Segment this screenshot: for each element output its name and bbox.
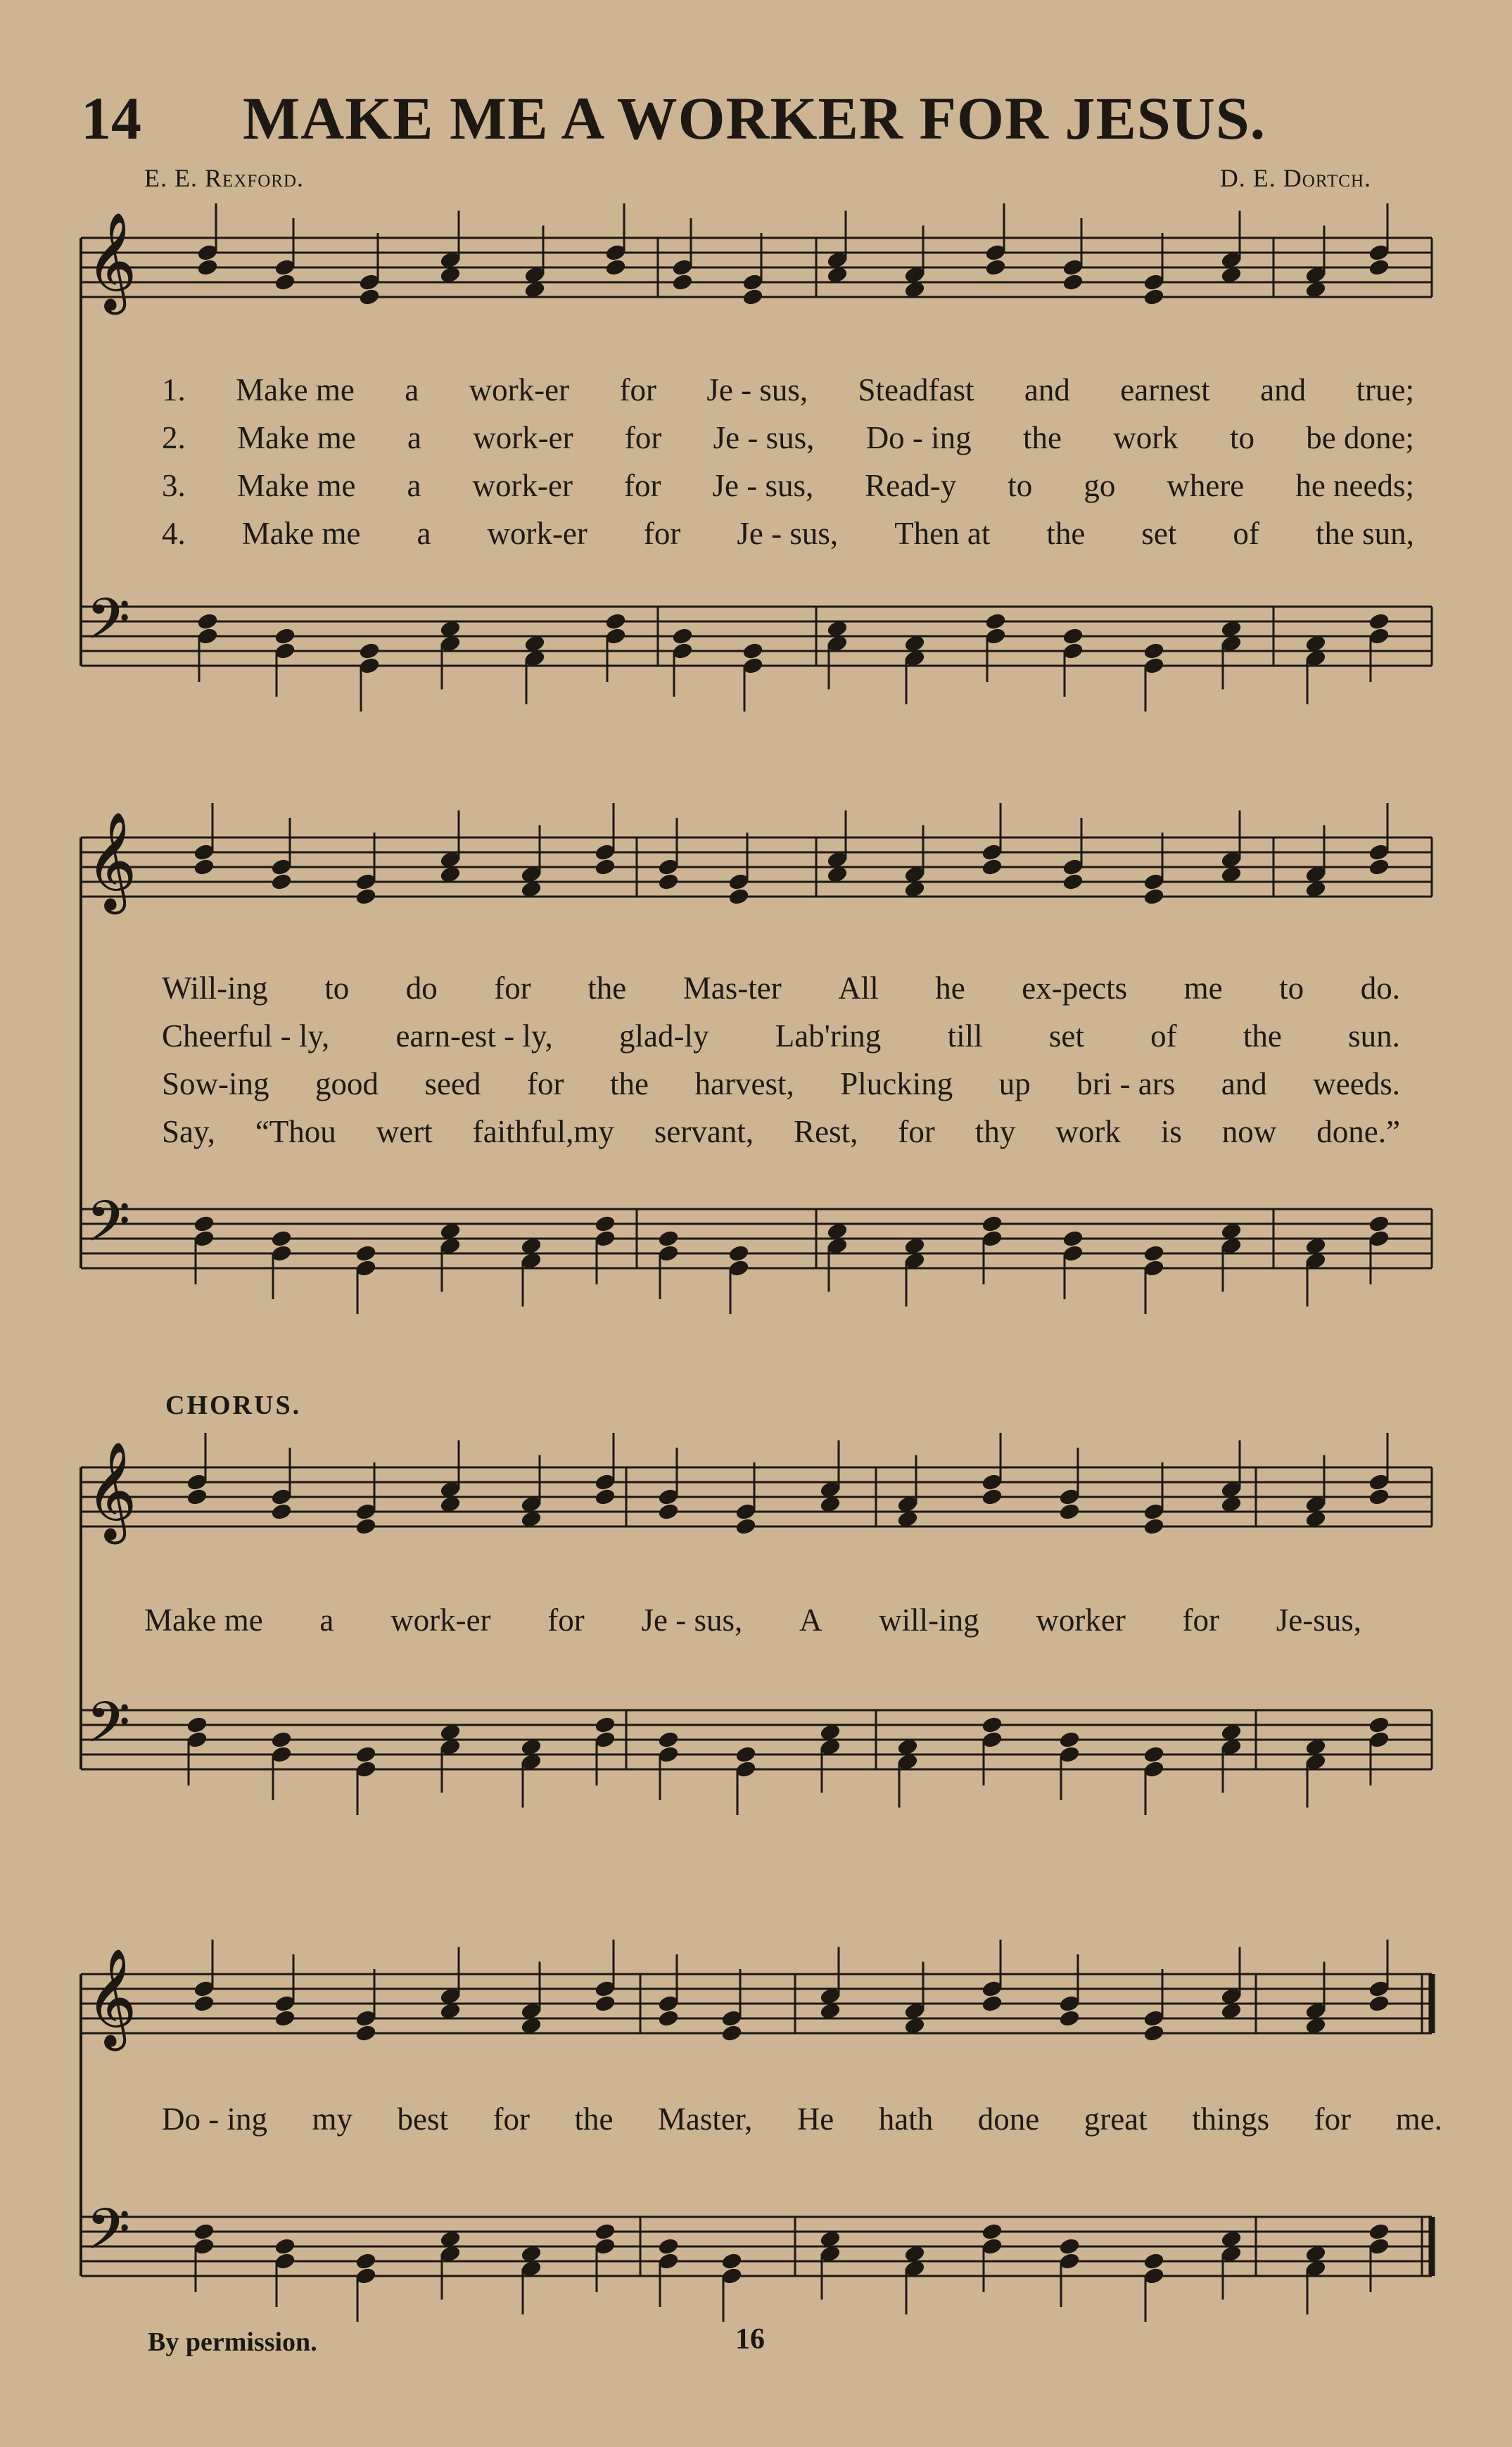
lyric-word: things bbox=[1192, 2101, 1270, 2137]
note-head bbox=[186, 1716, 208, 1734]
lyric-word: He bbox=[796, 2101, 834, 2137]
lyric-word: Then at bbox=[894, 516, 991, 551]
lyric-word: Mas-ter bbox=[682, 970, 782, 1006]
lyric-word: for bbox=[643, 516, 681, 551]
lyric-word: earnest bbox=[1120, 372, 1210, 407]
note-head bbox=[271, 1229, 293, 1248]
note-head bbox=[1062, 1229, 1084, 1248]
lyric-word: the bbox=[1046, 516, 1086, 551]
lyric-word: is bbox=[1160, 1114, 1182, 1149]
note-head bbox=[1368, 612, 1390, 631]
lyric-word: Will-ing bbox=[162, 970, 268, 1006]
lyric-word: Make me bbox=[236, 372, 355, 407]
lyric-word: Make me bbox=[237, 420, 356, 455]
verse-2-line-2 bbox=[162, 1018, 1400, 1054]
lyric-word: to bbox=[1229, 420, 1254, 455]
chorus-label: CHORUS. bbox=[165, 1391, 302, 1420]
note-head bbox=[672, 627, 694, 645]
treble-clef-icon: 𝄞 bbox=[87, 1949, 136, 2047]
lyric-word: glad-ly bbox=[619, 1018, 709, 1054]
note-head bbox=[981, 2222, 1003, 2241]
note-head bbox=[186, 1488, 208, 1506]
note-head bbox=[985, 612, 1007, 631]
lyric-word: A bbox=[799, 1602, 822, 1638]
lyric-word: Rest, bbox=[794, 1114, 858, 1149]
note-head bbox=[193, 858, 215, 876]
bass-clef-icon: 𝄢 bbox=[87, 1690, 130, 1769]
verse-number: 3. bbox=[162, 468, 186, 503]
note-head bbox=[1143, 642, 1165, 660]
lyric-word: faithful,my bbox=[472, 1114, 614, 1149]
note-head bbox=[1143, 1244, 1165, 1263]
lyric-word: thy bbox=[974, 1114, 1016, 1149]
note-head bbox=[742, 288, 764, 306]
lyric-word: a bbox=[407, 468, 421, 503]
lyric-word: Plucking bbox=[840, 1066, 953, 1101]
lyric-word: Je - sus, bbox=[712, 468, 814, 503]
lyric-word: a bbox=[319, 1602, 334, 1638]
note-head bbox=[735, 1745, 757, 1764]
note-head bbox=[721, 2252, 743, 2270]
note-head bbox=[658, 2237, 680, 2256]
lyric-word: Read-y bbox=[865, 468, 957, 503]
lyric-word: Steadfast bbox=[858, 372, 974, 407]
lyric-word: and bbox=[1024, 372, 1070, 407]
note-head bbox=[1368, 1488, 1390, 1506]
note-head bbox=[735, 1517, 757, 1536]
note-head bbox=[359, 642, 381, 660]
lyric-word: hath bbox=[878, 2101, 934, 2137]
verse-2-line-1 bbox=[162, 419, 1414, 456]
lyric-word: now bbox=[1221, 1114, 1277, 1149]
lyric-word: of bbox=[1150, 1018, 1177, 1054]
note-head bbox=[355, 1745, 377, 1764]
note-head bbox=[595, 1215, 616, 1233]
hymn-title: MAKE ME A WORKER FOR JESUS. bbox=[243, 84, 1266, 152]
lyric-word: a bbox=[405, 372, 419, 407]
lyric-word: done.” bbox=[1316, 1114, 1400, 1149]
note-head bbox=[728, 887, 750, 906]
note-head bbox=[595, 2222, 616, 2241]
note-head bbox=[658, 1731, 680, 1749]
lyric-word: the bbox=[1243, 1018, 1282, 1054]
lyric-word: and bbox=[1221, 1066, 1267, 1101]
permission-note: By permission. bbox=[148, 2327, 317, 2357]
lyric-word: seed bbox=[424, 1066, 481, 1101]
note-head bbox=[605, 258, 627, 277]
note-head bbox=[1368, 1215, 1390, 1233]
lyric-word: Je - sus, bbox=[641, 1602, 743, 1638]
treble-clef-icon: 𝄞 bbox=[87, 1442, 136, 1540]
lyric-word: be done; bbox=[1306, 420, 1414, 455]
lyric-word: for bbox=[494, 970, 531, 1006]
lyric-word: to bbox=[324, 970, 350, 1006]
lyric-word: for bbox=[527, 1066, 564, 1101]
verse-3-line-2 bbox=[162, 1066, 1400, 1102]
lyric-word: the bbox=[587, 970, 627, 1006]
lyric-word: for bbox=[1182, 1602, 1220, 1638]
lyric-word: Make me bbox=[144, 1602, 263, 1638]
verse-number: 2. bbox=[162, 420, 186, 455]
note-head bbox=[595, 858, 616, 876]
lyric-word: work-er bbox=[472, 468, 573, 503]
verse-1-line-2 bbox=[162, 970, 1400, 1006]
note-head bbox=[981, 1994, 1003, 2013]
lyric-word: work-er bbox=[469, 372, 570, 407]
verse-number: 4. bbox=[162, 516, 186, 551]
lyric-word: he needs; bbox=[1295, 468, 1414, 503]
note-head bbox=[271, 1503, 293, 1521]
lyric-word: work-er bbox=[473, 420, 573, 455]
lyric-word: for bbox=[1314, 2101, 1352, 2137]
note-head bbox=[595, 1488, 616, 1506]
note-head bbox=[1143, 288, 1165, 306]
note-head bbox=[355, 1244, 377, 1263]
lyric-word: he bbox=[935, 970, 965, 1006]
lyric-word: a bbox=[417, 516, 431, 551]
treble-clef-icon: 𝄞 bbox=[87, 812, 136, 910]
note-head bbox=[274, 627, 296, 645]
bass-clef-icon: 𝄢 bbox=[87, 586, 130, 665]
lyric-word: All bbox=[838, 970, 879, 1006]
note-head bbox=[359, 288, 381, 306]
lyric-word: work-er bbox=[487, 516, 587, 551]
note-head bbox=[742, 642, 764, 660]
lyric-word: for bbox=[493, 2101, 530, 2137]
note-head bbox=[197, 258, 219, 277]
note-head bbox=[1062, 627, 1084, 645]
note-head bbox=[1059, 2009, 1081, 2028]
lyric-word: true; bbox=[1356, 372, 1414, 407]
lyric-word: Master, bbox=[657, 2101, 753, 2137]
hymn-number: 14 bbox=[81, 84, 141, 152]
lyric-word: up bbox=[998, 1066, 1031, 1101]
lyric-word: do. bbox=[1360, 970, 1400, 1006]
note-head bbox=[271, 873, 293, 891]
lyric-word: for bbox=[619, 372, 656, 407]
lyric-word: done bbox=[977, 2101, 1040, 2137]
chorus-line-1 bbox=[144, 1602, 1361, 1638]
chorus-line-2 bbox=[162, 2101, 1442, 2137]
note-head bbox=[274, 273, 296, 291]
lyric-word: where bbox=[1167, 468, 1245, 503]
lyric-word: for bbox=[547, 1602, 585, 1638]
lyric-word: great bbox=[1084, 2101, 1148, 2137]
note-head bbox=[1062, 873, 1084, 891]
note-head bbox=[355, 2252, 377, 2270]
lyric-word: work bbox=[1055, 1114, 1121, 1149]
note-head bbox=[1368, 2222, 1390, 2241]
note-head bbox=[1368, 858, 1390, 876]
note-head bbox=[728, 1244, 750, 1263]
note-head bbox=[1368, 258, 1390, 277]
lyric-word: bri - ars bbox=[1076, 1066, 1176, 1101]
lyric-word: of bbox=[1233, 516, 1259, 551]
note-head bbox=[658, 1229, 680, 1248]
verse-3-line-1 bbox=[162, 467, 1414, 504]
lyric-word: Do - ing bbox=[162, 2101, 267, 2137]
note-head bbox=[193, 2222, 215, 2241]
note-head bbox=[355, 2024, 377, 2042]
note-head bbox=[658, 1503, 680, 1521]
lyric-word: Do - ing bbox=[865, 420, 972, 455]
lyric-word: set bbox=[1141, 516, 1177, 551]
lyric-word: to bbox=[1279, 970, 1304, 1006]
note-head bbox=[985, 258, 1007, 277]
note-head bbox=[672, 273, 694, 291]
note-head bbox=[605, 612, 627, 631]
lyric-word: harvest, bbox=[694, 1066, 794, 1101]
lyric-word: Cheerful - ly, bbox=[162, 1018, 330, 1054]
lyric-word: Je - sus, bbox=[706, 372, 808, 407]
lyric-word: work bbox=[1113, 420, 1179, 455]
note-head bbox=[1143, 2252, 1165, 2270]
lyric-word: earn-est - ly, bbox=[395, 1018, 553, 1054]
note-head bbox=[658, 873, 680, 891]
verse-1-line-1 bbox=[162, 372, 1414, 408]
note-head bbox=[1143, 1517, 1165, 1536]
lyric-word: do bbox=[405, 970, 438, 1006]
lyric-word: sun. bbox=[1348, 1018, 1400, 1054]
verse-4-line-2 bbox=[162, 1113, 1400, 1150]
note-head bbox=[595, 1994, 616, 2013]
verse-number: 1. bbox=[162, 372, 186, 407]
lyric-word: the bbox=[610, 1066, 649, 1101]
verse-4-line-1 bbox=[162, 515, 1414, 552]
lyric-word: ex-pects bbox=[1022, 970, 1128, 1006]
lyric-word: Lab'ring bbox=[775, 1018, 882, 1054]
lyric-word: the bbox=[574, 2101, 614, 2137]
lyric-word: worker bbox=[1036, 1602, 1126, 1638]
lyric-word: my bbox=[312, 2101, 352, 2137]
lyric-word: and bbox=[1260, 372, 1307, 407]
lyric-word: the bbox=[1022, 420, 1062, 455]
note-head bbox=[721, 2024, 743, 2042]
composer-credit: D. E. Dortch. bbox=[1219, 164, 1371, 192]
treble-clef-icon: 𝄞 bbox=[87, 213, 136, 310]
lyric-word: “Thou bbox=[255, 1114, 336, 1149]
lyric-word: set bbox=[1048, 1018, 1084, 1054]
note-head bbox=[1143, 1745, 1165, 1764]
lyric-word: Say, bbox=[162, 1114, 215, 1149]
note-head bbox=[355, 887, 377, 906]
lyric-word: a bbox=[407, 420, 421, 455]
lyric-word: good bbox=[315, 1066, 379, 1101]
note-head bbox=[981, 1488, 1003, 1506]
lyric-word: Je - sus, bbox=[713, 420, 815, 455]
lyric-word: work-er bbox=[390, 1602, 491, 1638]
note-head bbox=[274, 2009, 296, 2028]
note-head bbox=[193, 1215, 215, 1233]
lyric-word: Je-sus, bbox=[1276, 1602, 1361, 1638]
note-head bbox=[1062, 273, 1084, 291]
lyric-word: wert bbox=[376, 1114, 433, 1149]
note-head bbox=[193, 1994, 215, 2013]
lyric-word: servant, bbox=[654, 1114, 754, 1149]
lyric-word: Sow-ing bbox=[162, 1066, 269, 1101]
lyric-word: for bbox=[624, 420, 662, 455]
note-head bbox=[1143, 887, 1165, 906]
bass-clef-icon: 𝄢 bbox=[87, 2196, 130, 2275]
lyric-word: go bbox=[1084, 468, 1116, 503]
lyric-word: Je - sus, bbox=[737, 516, 839, 551]
note-head bbox=[355, 1517, 377, 1536]
note-head bbox=[981, 858, 1003, 876]
lyric-word: Make me bbox=[241, 516, 361, 551]
lyric-word: to bbox=[1008, 468, 1033, 503]
lyric-word: till bbox=[947, 1018, 983, 1054]
note-head bbox=[1368, 1716, 1390, 1734]
bass-clef-icon: 𝄢 bbox=[87, 1189, 130, 1267]
lyric-word: me. bbox=[1395, 2101, 1442, 2137]
lyricist-credit: E. E. Rexford. bbox=[144, 164, 305, 192]
note-head bbox=[197, 612, 219, 631]
lyric-word: will-ing bbox=[879, 1602, 979, 1638]
page-number: 16 bbox=[735, 2323, 765, 2356]
note-head bbox=[274, 2237, 296, 2256]
lyric-word: for bbox=[898, 1114, 935, 1149]
note-head bbox=[658, 2009, 680, 2028]
note-head bbox=[1143, 2024, 1165, 2042]
note-head bbox=[1059, 2237, 1081, 2256]
note-head bbox=[595, 1716, 616, 1734]
note-head bbox=[1059, 1731, 1081, 1749]
note-head bbox=[981, 1215, 1003, 1233]
lyric-word: me bbox=[1183, 970, 1223, 1006]
note-head bbox=[271, 1731, 293, 1749]
lyric-word: the sun, bbox=[1315, 516, 1414, 551]
lyric-word: weeds. bbox=[1313, 1066, 1400, 1101]
lyric-word: best bbox=[397, 2101, 448, 2137]
note-head bbox=[1368, 1994, 1390, 2013]
note-head bbox=[981, 1716, 1003, 1734]
lyric-word: Make me bbox=[236, 468, 356, 503]
lyric-word: for bbox=[623, 468, 661, 503]
note-head bbox=[1059, 1503, 1081, 1521]
